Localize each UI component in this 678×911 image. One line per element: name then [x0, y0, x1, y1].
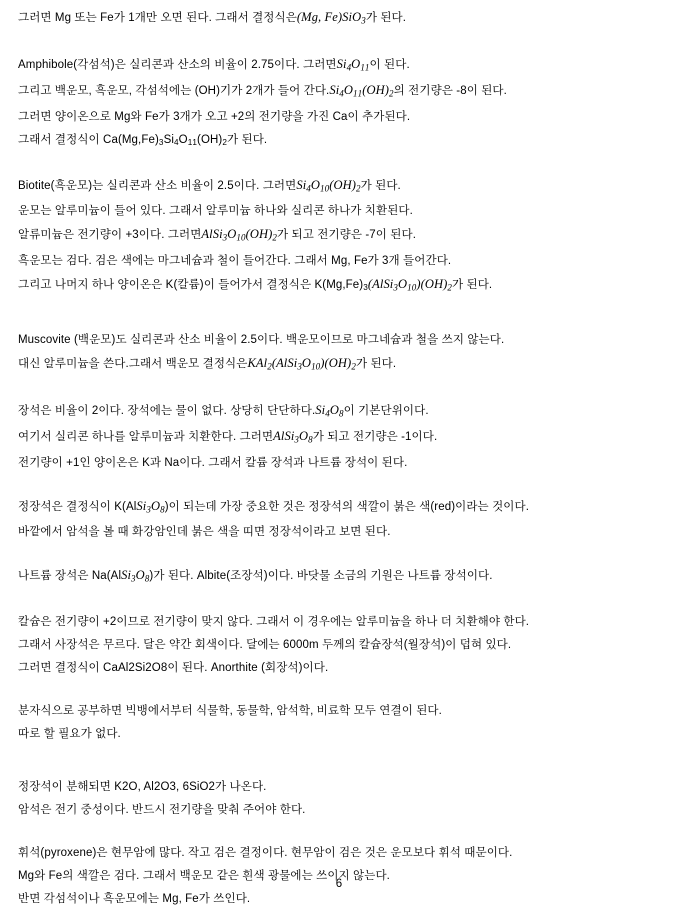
subscript: 1	[311, 361, 316, 372]
text-line: 나트륨 장석은 $Na(AlSi_3O_8)$가 된다. Albite(조장석)이다. 바닷물 소금의 기원은 나트륨 장석이다.	[18, 568, 493, 584]
subscript: 1	[353, 88, 358, 99]
subscript: 2	[389, 88, 394, 99]
chemical-formula: $AlSi_3O_8$	[273, 429, 313, 445]
text-line: 그래서 결정식이 $Ca(Mg,Fe)_3Si_4O_{11}(OH)_2$가 된다.	[18, 133, 268, 147]
subscript: 2	[356, 183, 361, 193]
subscript: 8	[338, 408, 344, 418]
text-line: 여기서 실리콘 하나를 알루미늄과 치환한다. 그러면$AlSi_3O_8$가 되고 전기량은 -1이다.	[18, 429, 438, 445]
subscript: 4	[325, 408, 330, 418]
chemical-formula: $Si_4O_{11}$	[336, 56, 370, 72]
text-line: 칼슘은 전기량이 +2이므로 전기량이 맞지 않다. 그래서 이 경우에는 알루미늄을 하나 더 치환해야 한다.	[18, 615, 530, 628]
text-line: 바깥에서 암석을 볼 때 화강암인데 붉은 색을 띠면 정장석이라고 보면 된다.	[18, 526, 391, 538]
text-line: Amphibole(각섬석)은 실리콘과 산소의 비율이 2.75이다. 그러면$Si_4O_{11}$이 된다.	[18, 56, 410, 72]
subscript: 2	[272, 232, 278, 243]
document-body	[18, 6, 660, 911]
text-line: 그리고 나머지 하나 양이온은 K(칼륨)이 들어가서 결정식은 $K(Mg,Fe)_3(AlSi_3O_{10})(OH)_2$가 된다.	[18, 276, 493, 292]
subscript: 8	[308, 434, 313, 445]
subscript: 3	[297, 361, 302, 372]
paragraph-gap	[18, 475, 660, 495]
subscript: 0	[315, 361, 321, 372]
subscript: 3	[222, 232, 228, 243]
subscript: 2	[447, 282, 453, 292]
subscript: 2	[267, 361, 272, 372]
subscript: 4	[174, 137, 179, 147]
subscript: 3	[294, 434, 300, 445]
chemical-formula: (Mg, Fe)SiO$_3$	[296, 10, 366, 26]
chemical-formula: $KAl_2(AlSi_3O_{10})(OH)_2$	[247, 356, 356, 372]
text-line: Muscovite (백운모)도 실리콘과 산소 비율이 2.5이다. 백운모이므로 마그네슘과 철을 쓰지 않는다.	[18, 334, 505, 346]
text-line: 정장석은 결정식이 $K(AlSi_3O_8)$이 되는데 가장 중요한 것은 정장석의 색깔이 붉은 색(red)이라는 것이다.	[18, 498, 529, 514]
paragraph-gap	[18, 680, 660, 700]
text-line: 그러면 Mg 또는 Fe가 1개만 오면 된다. 그래서 결정식은(Mg, Fe)SiO$_3$가 된다.	[18, 10, 407, 26]
chemical-formula: $Si_4O_{11}(OH)_2$	[329, 83, 394, 99]
subscript: 1	[192, 137, 198, 147]
text-line: 정장석이 분해되면 K2O, Al2O3, 6SiO2가 나온다.	[18, 780, 267, 793]
subscript: 4	[306, 183, 311, 193]
subscript: 0	[411, 282, 417, 292]
subscript: 0	[241, 232, 246, 243]
chemical-formula: $Si_4O_8$	[315, 402, 344, 418]
subscript: 3	[146, 504, 151, 514]
subscript: 1	[236, 232, 242, 243]
subscript: 8	[160, 504, 165, 514]
chemical-formula: $Si_4O_{10}(OH)_2$	[296, 177, 361, 193]
subscript: 3	[158, 137, 164, 147]
text-line: Biotite(흑운모)는 실리콘과 산소 비율이 2.5이다. 그러면$Si_4O_{10}(OH)_2$가 된다.	[18, 177, 401, 193]
subscript: 1	[357, 88, 363, 99]
subscript: 1	[320, 183, 325, 193]
text-line: Mg와 Fe의 색깔은 검다. 그래서 백운모 같은 흰색 광물에는 쓰이지 않는다.	[18, 869, 390, 882]
paragraph-gap	[18, 746, 660, 776]
text-line: 그래서 사장석은 무르다. 달은 약간 회색이다. 달에는 6000m 두께의 칼슘장석(월장석)이 덥혀 있다.	[18, 638, 512, 651]
text-line: 알류미늄은 전기량이 +3이다. 그러면$AlSi_3O_{10}(OH)_2$가 되고 전기량은 -7이 된다.	[18, 227, 417, 243]
subscript: 3	[393, 282, 398, 292]
chemical-formula: $Si_3O_8$	[121, 568, 150, 584]
text-line: 그리고 백운모, 흑운모, 각섬석에는 (OH)기가 2개가 들어 간다$.Si_4O_{11}(OH)_2$의 전기량은 -8이 된다.	[18, 83, 507, 99]
paragraph-gap	[18, 379, 660, 399]
subscript: 4	[346, 62, 352, 72]
text-line: 그러면 양이온으로 Mg와 Fe가 3개가 오고 +2의 전기량을 가진 Ca이 추가된다.	[18, 110, 411, 123]
subscript: 1	[360, 62, 365, 72]
paragraph-gap	[18, 822, 660, 842]
text-line: 전기량이 +1인 양이온은 K과 Na이다. 그래서 칼륨 장석과 나트륨 장석이 된다.	[18, 456, 408, 469]
chemical-formula: $AlSi_3O_{10}(OH)_2$	[201, 227, 278, 243]
paragraph-gap	[18, 33, 660, 53]
paragraph-gap	[18, 299, 660, 329]
subscript: 1	[187, 137, 193, 147]
paragraph-gap	[18, 154, 660, 174]
subscript: 0	[324, 183, 330, 193]
text-line: 반면 각섬석이나 흑운모에는 Mg, Fe가 쓰인다.	[18, 892, 251, 905]
text-line: 운모는 알루미늄이 들어 있다. 그래서 알루미늄 하나와 실리콘 하나가 치환된다.	[18, 205, 413, 217]
text-line: 대신 알루미늄을 쓴다.그래서 백운모 결정식은$KAl_2(AlSi_3O_{10})(OH)_2$가 된다.	[18, 356, 397, 372]
subscript: 1	[407, 282, 412, 292]
chemical-formula: $(AlSi_3O_{10})(OH)_2$	[367, 276, 453, 292]
paragraph-gap	[18, 591, 660, 611]
chemical-formula: $Si_3O_8$	[136, 498, 165, 514]
text-line: 분자식으로 공부하면 빅뱅에서부터 식물학, 동물학, 암석학, 비료학 모두 연결이 된다.	[18, 704, 442, 717]
text-line: 휘석(pyroxene)은 현무암에 많다. 작고 검은 결정이다. 현무암이 검은 것은 운모보다 휘석 때문이다.	[18, 846, 513, 859]
subscript: 4	[339, 88, 344, 99]
text-line: 장석은 비율이 2이다. 장석에는 물이 없다. 상당히 단단하다$.Si_4O_8$이 기본단위이다.	[18, 402, 429, 418]
paragraph-gap	[18, 544, 660, 564]
subscript: 2	[222, 137, 227, 147]
subscript: 3	[363, 282, 368, 292]
subscript: 1	[364, 62, 370, 72]
text-line: 암석은 전기 중성이다. 반드시 전기량을 맞춰 주어야 한다.	[18, 803, 306, 816]
subscript: 3	[361, 15, 366, 26]
text-line: 그러면 결정식이 CaAl2Si2O8이 된다. Anorthite (회장석)이다.	[18, 661, 329, 674]
text-line: 따로 할 필요가 없다.	[18, 727, 121, 740]
subscript: 2	[351, 361, 356, 372]
subscript: 3	[131, 573, 136, 584]
subscript: 8	[144, 573, 150, 584]
page-number: 6	[335, 878, 343, 890]
text-line: 흑운모는 검다. 검은 색에는 마그네슘과 철이 들어간다. 그래서 Mg, Fe가 3개 들어간다.	[18, 254, 452, 267]
